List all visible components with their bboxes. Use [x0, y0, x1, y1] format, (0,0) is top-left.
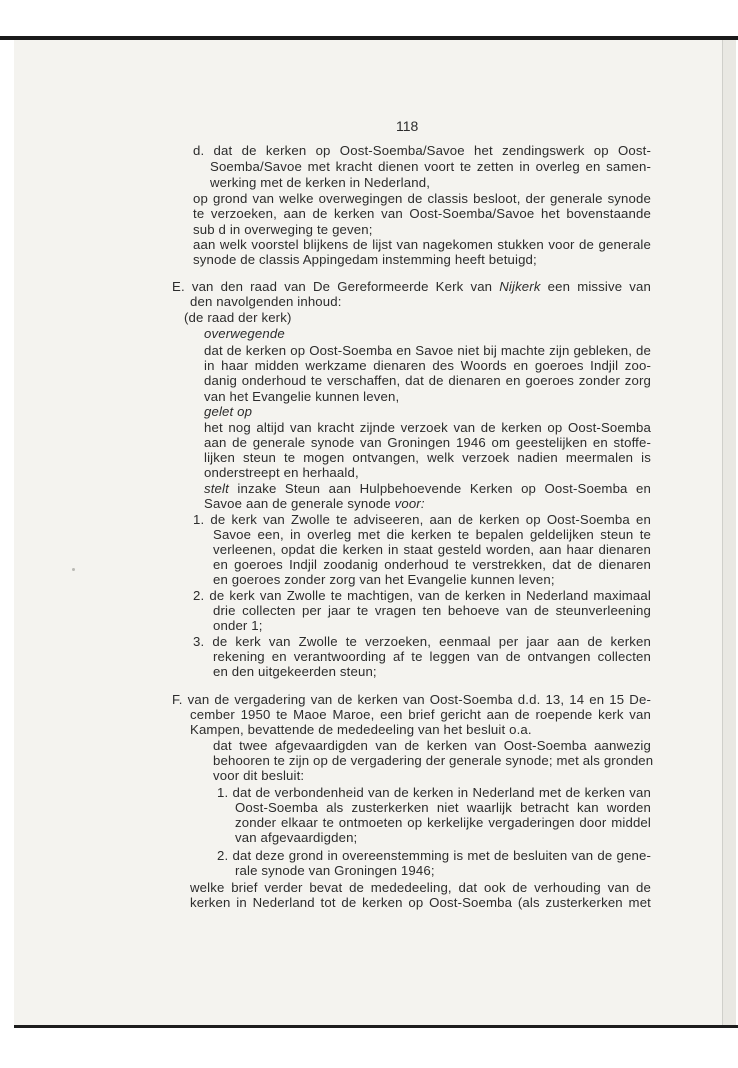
text-line: dat de kerken op Oost-Soemba en Savoe niet bij machte zijn gebleken, de [204, 343, 651, 358]
text-line: van afgevaardigden; [235, 830, 358, 845]
text-line: zonder elkaar te ontmoeten op kerkelijke vergaderingen door middel [235, 815, 651, 830]
text-span: E. van den raad van De Gereformeerde Kerk van [172, 279, 500, 294]
text-line: Soemba/Savoe met kracht dienen voort te zetten in overleg en samen- [210, 159, 651, 174]
text-line: en goeroes Indjil zoodanig onderhoud te verstrekken, dat de dienaren [213, 557, 651, 572]
text-line: den navolgenden inhoud: [190, 294, 342, 309]
text-line: onderstreept en herhaald, [204, 465, 359, 480]
numbered-item: 1. de kerk van Zwolle te adviseeren, aan de kerken op Oost-Soemba en [193, 512, 651, 527]
text-line: drie collecten per jaar te vragen ten behoeve van de steunverleening [213, 603, 651, 618]
text-line: rale synode van Groningen 1946; [235, 863, 435, 878]
section-e-heading [172, 279, 651, 294]
text-line: synode de classis Appingedam instemming heeft betuigd; [193, 252, 537, 267]
italic-heading: gelet op [204, 404, 253, 419]
italic-heading: overwegende [204, 326, 285, 341]
text-line: kerken in Nederland tot de kerken op Oost-Soemba (als zusterkerken met [190, 895, 651, 910]
text-line: van het Evangelie kunnen leven, [204, 389, 400, 404]
voor-line [204, 496, 425, 511]
text-span: Savoe aan de generale synode [204, 496, 395, 511]
numbered-item: 2. dat deze grond in overeenstemming is met de besluiten van de gene- [217, 848, 651, 863]
italic-place: Nijkerk [499, 279, 541, 294]
stelt-line [204, 481, 651, 496]
italic-word: stelt [204, 481, 229, 496]
text-line: welke brief verder bevat de mededeeling, dat ook de verhouding van de [190, 880, 651, 895]
text-line: cember 1950 te Maoe Maroe, een brief gericht aan de roepende kerk van [190, 707, 651, 722]
text-line: lijken steun te mogen ontvangen, welk verzoek nadien meermalen is [204, 450, 651, 465]
text-span: een missive van [540, 279, 651, 294]
text-line: aan de generale synode van Groningen 1946 om geestelijken en stoffe- [204, 435, 651, 450]
italic-word: voor: [394, 496, 425, 511]
text-line: dat twee afgevaardigden van de kerken van Oost-Soemba aanwezig [213, 738, 651, 753]
section-f-heading: F. van de vergadering van de kerken van Oost-Soemba d.d. 13, 14 en 15 De- [172, 692, 651, 707]
numbered-item: 3. de kerk van Zwolle te verzoeken, eenmaal per jaar aan de kerken [193, 634, 651, 649]
text-line: in haar midden werkzame dienaren des Woords en goeroes Indjil zoo- [204, 358, 651, 373]
text-line: rekening en verantwoording af te leggen van de ontvangen collecten [213, 649, 651, 664]
text-line: voor dit besluit: [213, 768, 305, 783]
text-line: d. dat de kerken op Oost-Soemba/Savoe het zendingswerk op Oost- [193, 143, 651, 158]
text-line: op grond van welke overwegingen de classis besloot, der generale synode [193, 191, 651, 206]
text-line: Oost-Soemba als zusterkerken niet waarlijk betracht kan worden [235, 800, 651, 815]
text-line: onder 1; [213, 618, 263, 633]
text-line: behooren te zijn op de vergadering der generale synode; met als gronden [213, 753, 654, 768]
text-line: en den uitgekeerden steun; [213, 664, 377, 679]
text-line: Kampen, bevattende de mededeeling van het besluit o.a. [190, 722, 532, 737]
text-line: sub d in overweging te geven; [193, 222, 373, 237]
numbered-item: 1. dat de verbondenheid van de kerken in Nederland met de kerken van [217, 785, 651, 800]
text-line: en goeroes zonder zorg van het Evangelie kunnen leven; [213, 572, 555, 587]
text-span: inzake Steun aan Hulpbehoevende Kerken op Oost-Soemba en [228, 481, 651, 496]
text-line: aan welk voorstel blijkens de lijst van nagekomen stukken voor de generale [193, 237, 651, 252]
page-number: 118 [396, 118, 419, 134]
text-line: (de raad der kerk) [184, 310, 292, 325]
text-line: Savoe een, in overleg met die kerken te bepalen geldelijken steun te [213, 527, 651, 542]
text-line: werking met de kerken in Nederland, [210, 175, 431, 190]
numbered-item: 2. de kerk van Zwolle te machtigen, van de kerken in Nederland maximaal [193, 588, 651, 603]
text-line: te verzoeken, aan de kerken van Oost-Soemba/Savoe het bovenstaande [193, 206, 651, 221]
text-line: verleenen, opdat die kerken in staat gesteld worden, aan haar dienaren [213, 542, 651, 557]
text-line: het nog altijd van kracht zijnde verzoek van de kerken op Oost-Soemba [204, 420, 651, 435]
text-line: danig onderhoud te verschaffen, dat de dienaren en goeroes zonder zorg [204, 373, 651, 388]
